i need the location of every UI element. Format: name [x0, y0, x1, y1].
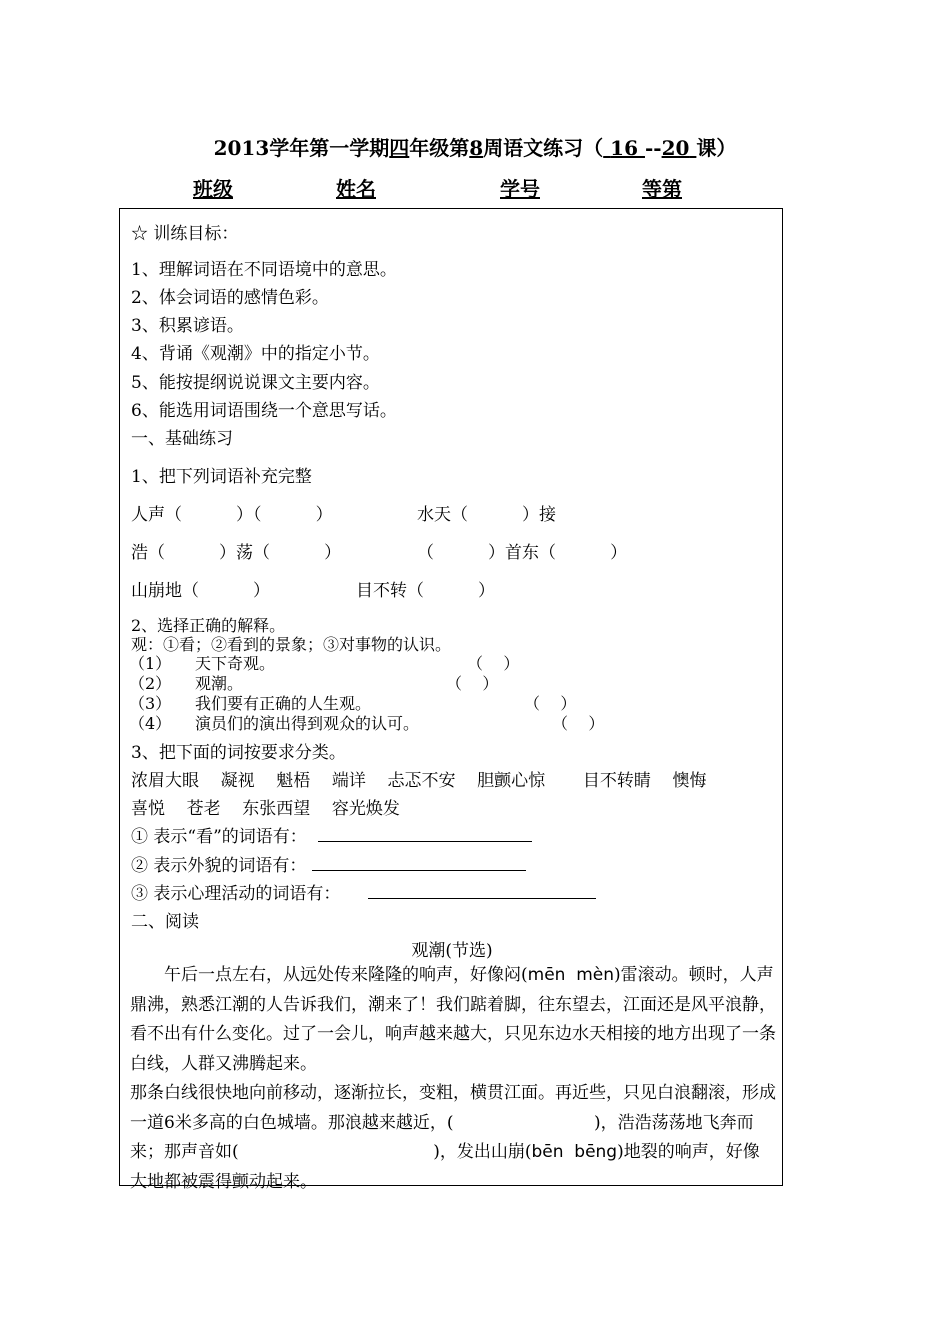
q3-category-mind: [131, 879, 596, 904]
student-id-label[interactable]: 学号: [500, 177, 540, 201]
title-lesson-from: 16: [610, 136, 638, 160]
title-part: 课）: [696, 136, 737, 160]
passage-paragraph: 那条白线很快地向前移动，逐渐拉长，变粗，横贯江面。再近些，只见白浪翻滚，形成一道6米多高的白色城墙。那浪越来越近，( )，浩浩荡荡地飞奔而来；那声音如( )，发出山崩(bēn bēng)地裂的响声，好像大地都被震得颤动起来。: [130, 1083, 776, 1192]
q2-item-text: 观潮。: [195, 674, 244, 693]
answer-line[interactable]: [368, 884, 596, 899]
q2-item-num: （3）: [129, 694, 172, 713]
q1-row2-left[interactable]: 浩（ ）荡（ ）: [131, 543, 342, 563]
section-reading-heading: 二、阅读: [131, 912, 199, 932]
q3-word-list: 喜悦 苍老 东张西望 容光焕发: [131, 799, 400, 819]
q1-row3-right[interactable]: 目不转（ ）: [356, 581, 496, 601]
answer-line[interactable]: [312, 856, 526, 871]
q2-item-text: 天下奇观。: [195, 654, 276, 673]
fill-blank[interactable]: [453, 1113, 594, 1133]
q3-category-look: [131, 822, 532, 847]
name-label[interactable]: 姓名: [336, 177, 376, 201]
q1-prompt: 1、把下列词语补充完整: [131, 467, 312, 487]
answer-line[interactable]: [318, 827, 532, 842]
q3-category-appearance: [131, 851, 526, 876]
pinyin-choice[interactable]: bēn bēng: [531, 1142, 618, 1162]
q3-category-label: ③ 表示心理活动的词语有：: [131, 884, 341, 904]
goal-item: 2、体会词语的感情色彩。: [131, 288, 329, 308]
student-info-row: [0, 173, 950, 201]
q2-item-num: （1）: [129, 654, 172, 673]
passage-paragraph: 午后一点左右，从远处传来隆隆的响声，好像闷(mēn mèn)雷滚动。顿时，人声鼎沸，熟悉江潮的人告诉我们，潮来了！我们踮着脚，往东望去，江面还是风平浪静，看不出有什么变化。过了一会儿，响声越来越大，只见东边水天相接的地方出现了一条白线，人群又沸腾起来。: [130, 965, 776, 1074]
q1-row3-left[interactable]: 山崩地（ ）: [131, 581, 271, 601]
section-basic-heading: 一、基础练习: [131, 429, 233, 449]
reading-passage: [130, 961, 776, 1197]
q2-item-answer[interactable]: （ ）: [524, 694, 577, 713]
q2-item-answer[interactable]: （ ）: [446, 674, 499, 693]
title-dash: --: [644, 136, 662, 160]
title-lesson-to: 20: [661, 136, 690, 160]
q3-category-label: ① 表示“看”的词语有：: [131, 827, 307, 847]
q1-row1-right[interactable]: 水天（ ）接: [417, 505, 557, 525]
goal-item: 3、积累谚语。: [131, 316, 244, 336]
q2-item-text: 我们要有正确的人生观。: [195, 694, 372, 713]
q3-prompt: 3、把下面的词按要求分类。: [131, 743, 346, 763]
goal-item: 1、理解词语在不同语境中的意思。: [131, 260, 397, 280]
q3-word-list: 浓眉大眼 凝视 魁梧 端详 忐忑不安 胆颤心惊 目不转睛 懊悔: [131, 771, 707, 791]
pinyin-choice[interactable]: mēn mèn: [527, 965, 615, 985]
worksheet-box: [119, 208, 783, 1192]
title-year-term: 2013学年第一学期: [213, 136, 390, 160]
goal-item: 6、能选用词语围绕一个意思写话。: [131, 401, 397, 421]
q2-item-answer[interactable]: （ ）: [467, 654, 520, 673]
passage-title: 观潮(节选): [411, 941, 493, 961]
worksheet-title: [0, 132, 950, 161]
q1-row1-left[interactable]: 人声（ ）（ ）: [131, 505, 333, 525]
grade-label[interactable]: 等第: [642, 177, 682, 201]
title-part: 年级第: [409, 136, 470, 160]
q3-category-label: ② 表示外貌的词语有：: [131, 856, 307, 876]
goal-item: 5、能按提纲说说课文主要内容。: [131, 373, 380, 393]
q2-definition: 观：①看；②看到的景象；③对事物的认识。: [131, 635, 452, 654]
goal-item: 4、背诵《观潮》中的指定小节。: [131, 344, 380, 364]
title-grade: 四: [389, 136, 410, 160]
class-label[interactable]: 班级: [193, 177, 233, 201]
q2-prompt: 2、选择正确的解释。: [131, 616, 286, 635]
q1-row2-right[interactable]: （ ）首东（ ）: [417, 543, 628, 563]
title-week: 8: [469, 136, 484, 160]
q2-item-num: （4）: [129, 714, 172, 733]
title-part: 周语文练习（: [483, 136, 604, 160]
goals-heading: ☆ 训练目标：: [131, 224, 239, 244]
q2-item-num: （2）: [129, 674, 172, 693]
q2-item-answer[interactable]: （ ）: [552, 714, 605, 733]
q2-item-text: 演员们的演出得到观众的认可。: [195, 714, 420, 733]
fill-blank[interactable]: [239, 1142, 434, 1162]
